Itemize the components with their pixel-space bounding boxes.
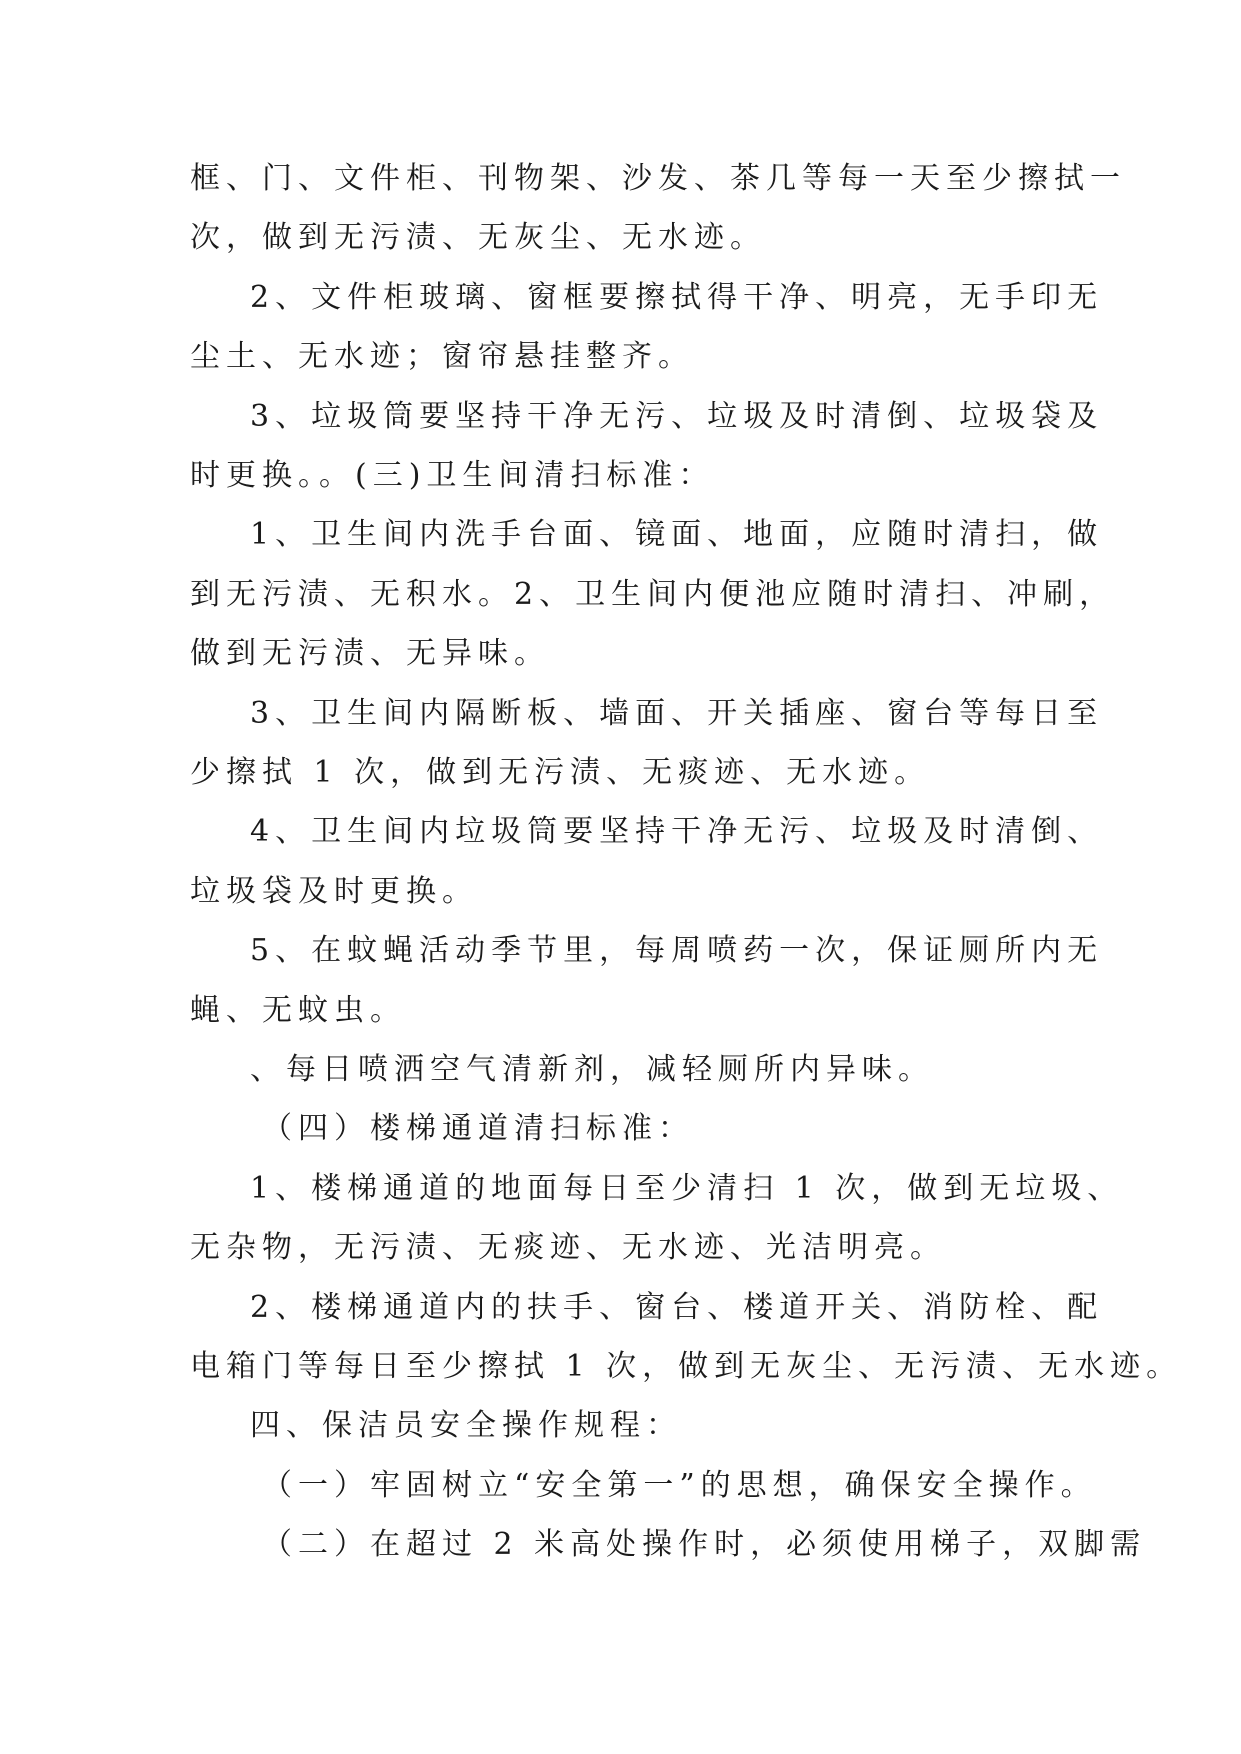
text-line: 2、楼梯通道内的扶手、窗台、楼道开关、消防栓、配: [250, 1290, 1104, 1325]
text-line: 尘土、无水迹；窗帘悬挂整齐。: [190, 339, 694, 374]
text-line: （一）牢固树立“安全第一”的思想，确保安全操作。: [262, 1468, 1097, 1503]
section-heading: （四）楼梯通道清扫标准：: [262, 1111, 694, 1146]
text-line: 次，做到无污渍、无灰尘、无水迹。: [190, 220, 766, 255]
text-line: 电箱门等每日至少擦拭 1 次，做到无灰尘、无污渍、无水迹。: [190, 1349, 1183, 1384]
text-line: 到无污渍、无积水。2、卫生间内便池应随时清扫、冲刷，: [190, 577, 1116, 612]
text-line: 少擦拭 1 次，做到无污渍、无痰迹、无水迹。: [190, 755, 931, 790]
text-line: 、每日喷洒空气清新剂，减轻厕所内异味。: [250, 1052, 934, 1087]
text-line: 3、卫生间内隔断板、墙面、开关插座、窗台等每日至: [250, 696, 1104, 731]
text-line: 2、文件柜玻璃、窗框要擦拭得干净、明亮，无手印无: [250, 280, 1104, 315]
text-line: 蝇、无蚊虫。: [190, 993, 406, 1028]
text-line: 1、卫生间内洗手台面、镜面、地面，应随时清扫，做: [250, 517, 1104, 552]
text-line: 框、门、文件柜、刊物架、沙发、茶几等每一天至少擦拭一: [190, 161, 1126, 196]
text-line: 垃圾袋及时更换。: [190, 874, 478, 909]
section-heading: 四、保洁员安全操作规程：: [250, 1408, 682, 1443]
text-line: 4、卫生间内垃圾筒要坚持干净无污、垃圾及时清倒、: [250, 814, 1104, 849]
text-line: 5、在蚊蝇活动季节里，每周喷药一次，保证厕所内无: [250, 933, 1104, 968]
text-line: （二）在超过 2 米高处操作时，必须使用梯子，双脚需: [262, 1527, 1147, 1562]
text-line: 3、垃圾筒要坚持干净无污、垃圾及时清倒、垃圾袋及: [250, 399, 1104, 434]
text-line: 1、楼梯通道的地面每日至少清扫 1 次，做到无垃圾、: [250, 1171, 1124, 1206]
text-line: 无杂物，无污渍、无痰迹、无水迹、光洁明亮。: [190, 1230, 946, 1265]
text-line: 做到无污渍、无异味。: [190, 636, 550, 671]
text-line: 时更换。。(三)卫生间清扫标准：: [190, 458, 715, 493]
